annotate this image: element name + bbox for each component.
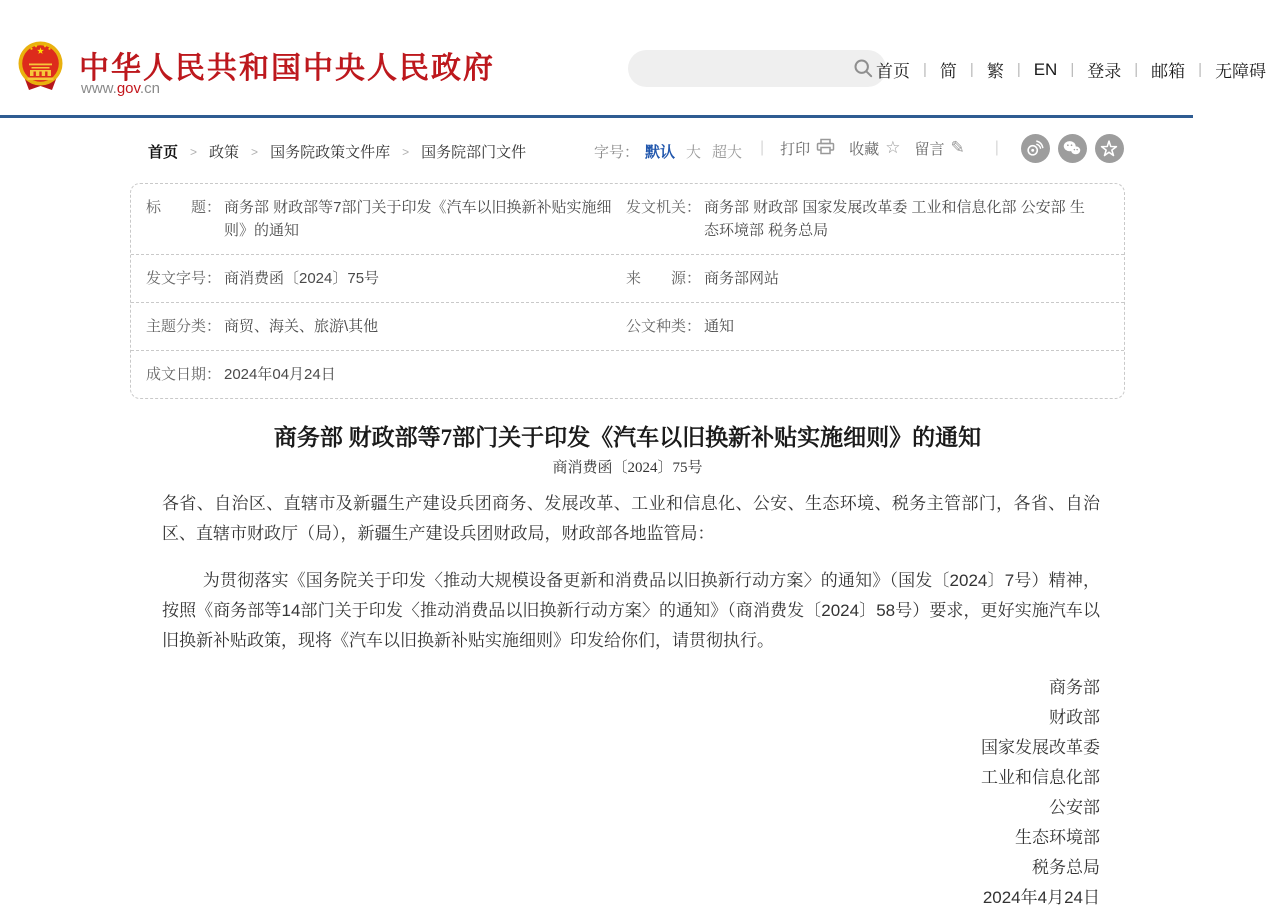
- article-paragraph: 为贯彻落实《国务院关于印发〈推动大规模设备更新和消费品以旧换新行动方案〉的通知》（国发〔2024〕7号）精神，按照《商务部等14部门关于印发〈推动消费品以旧换新行动方案〉的通知》（商消费发〔2024〕58号）要求，更好实施汽车以旧换新补贴政策，现将《汽车以旧换新补贴实施细则》印发给你们，请贯彻执行。: [162, 571, 1100, 650]
- national-emblem-icon: [17, 40, 64, 97]
- star-icon: ☆: [885, 138, 901, 157]
- print-label: 打印: [780, 140, 811, 158]
- site-url-gov: gov: [116, 80, 140, 97]
- weibo-share-icon[interactable]: [1021, 134, 1050, 163]
- fontsize-label: 字号：: [594, 144, 640, 161]
- meta-row-number-source: [131, 254, 1124, 302]
- print-button[interactable]: [780, 138, 835, 159]
- breadcrumb-policy-library[interactable]: 国务院政策文件库: [270, 144, 391, 161]
- nav-separator: |: [1134, 61, 1139, 78]
- meta-row-date: [131, 350, 1124, 398]
- nav-separator: |: [1016, 61, 1021, 78]
- signature-mof: 财政部: [1049, 708, 1100, 727]
- page-actions: [744, 133, 1132, 163]
- breadcrumb-separator: >: [190, 144, 198, 159]
- article-body: [162, 489, 1100, 656]
- fontsize-control: [594, 141, 753, 162]
- breadcrumb: [148, 141, 526, 162]
- article-paragraph: 各省、自治区、直辖市及新疆生产建设兵团商务、发展改革、工业和信息化、公安、生态环境、税务主管部门，各省、自治区、直辖市财政厅（局），新疆生产建设兵团财政局，财政部各地监管局：: [162, 494, 1100, 543]
- search-input[interactable]: [644, 54, 844, 82]
- fontsize-large[interactable]: 大: [686, 144, 702, 161]
- search-icon[interactable]: [853, 58, 874, 84]
- site-logo-link[interactable]: [17, 40, 495, 100]
- meta-row-title-agency: [131, 184, 1124, 254]
- breadcrumb-separator: >: [251, 144, 259, 159]
- meta-value-source: 商务部网站: [704, 270, 780, 287]
- favorite-button[interactable]: [849, 138, 900, 159]
- signature-mee: 生态环境部: [1015, 828, 1100, 847]
- site-url-suffix: .cn: [139, 80, 160, 97]
- breadcrumb-department-docs[interactable]: 国务院部门文件: [421, 144, 527, 161]
- share-buttons: [1021, 134, 1132, 163]
- top-nav: [876, 57, 1266, 82]
- meta-label-doc-number: 发文字号：: [146, 270, 222, 287]
- wechat-share-icon[interactable]: [1058, 134, 1087, 163]
- signature-block: [162, 673, 1100, 913]
- signature-ndrc: 国家发展改革委: [981, 738, 1100, 757]
- meta-label-source: 来 源：: [626, 270, 702, 287]
- nav-login[interactable]: 登录: [1087, 62, 1122, 81]
- nav-separator: |: [1198, 61, 1203, 78]
- site-title: 中华人民共和国中央人民政府: [79, 52, 495, 85]
- favorite-label: 收藏: [849, 140, 880, 158]
- fontsize-default[interactable]: 默认: [645, 144, 676, 161]
- meta-value-date: 2024年04月24日: [224, 366, 336, 383]
- breadcrumb-home[interactable]: 首页: [148, 144, 179, 161]
- pencil-icon: ✎: [950, 138, 965, 157]
- nav-traditional[interactable]: 繁: [986, 62, 1004, 81]
- signature-miit: 工业和信息化部: [981, 768, 1100, 787]
- meta-label-title: 标 题：: [146, 199, 222, 216]
- document-meta-table: [130, 183, 1125, 399]
- site-url-prefix: www.: [81, 80, 117, 97]
- meta-label-category: 主题分类：: [146, 318, 222, 335]
- meta-label-agency: 发文机关：: [626, 199, 702, 216]
- toolbar-separator: |: [760, 139, 765, 156]
- nav-accessibility[interactable]: 无障碍: [1215, 62, 1266, 81]
- meta-row-category-type: [131, 302, 1124, 350]
- signature-sta: 税务总局: [1032, 858, 1100, 877]
- site-url: [81, 80, 160, 97]
- meta-label-doc-type: 公文种类：: [626, 318, 702, 335]
- nav-separator: |: [923, 61, 927, 78]
- toolbar-separator: |: [994, 139, 999, 156]
- search-box: [628, 50, 886, 87]
- nav-mail[interactable]: 邮箱: [1151, 62, 1186, 81]
- article-title: 商务部 财政部等7部门关于印发《汽车以旧换新补贴实施细则》的通知: [273, 425, 982, 450]
- comment-label: 留言: [914, 140, 945, 158]
- meta-value-category: 商贸、海关、旅游\其他: [224, 318, 379, 335]
- meta-value-title: 商务部 财政部等7部门关于印发《汽车以旧换新补贴实施细则》的通知: [224, 199, 612, 239]
- article-doc-number: 商消费函〔2024〕75号: [552, 460, 703, 476]
- nav-english[interactable]: EN: [1033, 59, 1058, 79]
- site-header: [0, 0, 1266, 118]
- nav-separator: |: [1070, 61, 1075, 78]
- printer-icon: [816, 138, 835, 159]
- nav-separator: |: [969, 61, 974, 78]
- signature-mofcom: 商务部: [1049, 678, 1100, 697]
- nav-simplified[interactable]: 简: [939, 62, 957, 81]
- meta-value-doc-type: 通知: [704, 318, 735, 335]
- meta-label-date: 成文日期：: [146, 366, 222, 383]
- nav-home[interactable]: 首页: [876, 62, 910, 81]
- breadcrumb-separator: >: [402, 144, 410, 159]
- signature-date: 2024年4月24日: [982, 888, 1100, 907]
- signature-mps: 公安部: [1049, 798, 1100, 817]
- meta-value-agency: 商务部 财政部 国家发展改革委 工业和信息化部 公安部 生态环境部 税务总局: [704, 199, 1085, 239]
- breadcrumb-policy[interactable]: 政策: [209, 144, 240, 161]
- qzone-share-icon[interactable]: [1095, 134, 1124, 163]
- comment-button[interactable]: [914, 138, 964, 159]
- fontsize-xlarge[interactable]: 超大: [712, 144, 743, 161]
- meta-value-doc-number: 商消费函〔2024〕75号: [224, 270, 380, 287]
